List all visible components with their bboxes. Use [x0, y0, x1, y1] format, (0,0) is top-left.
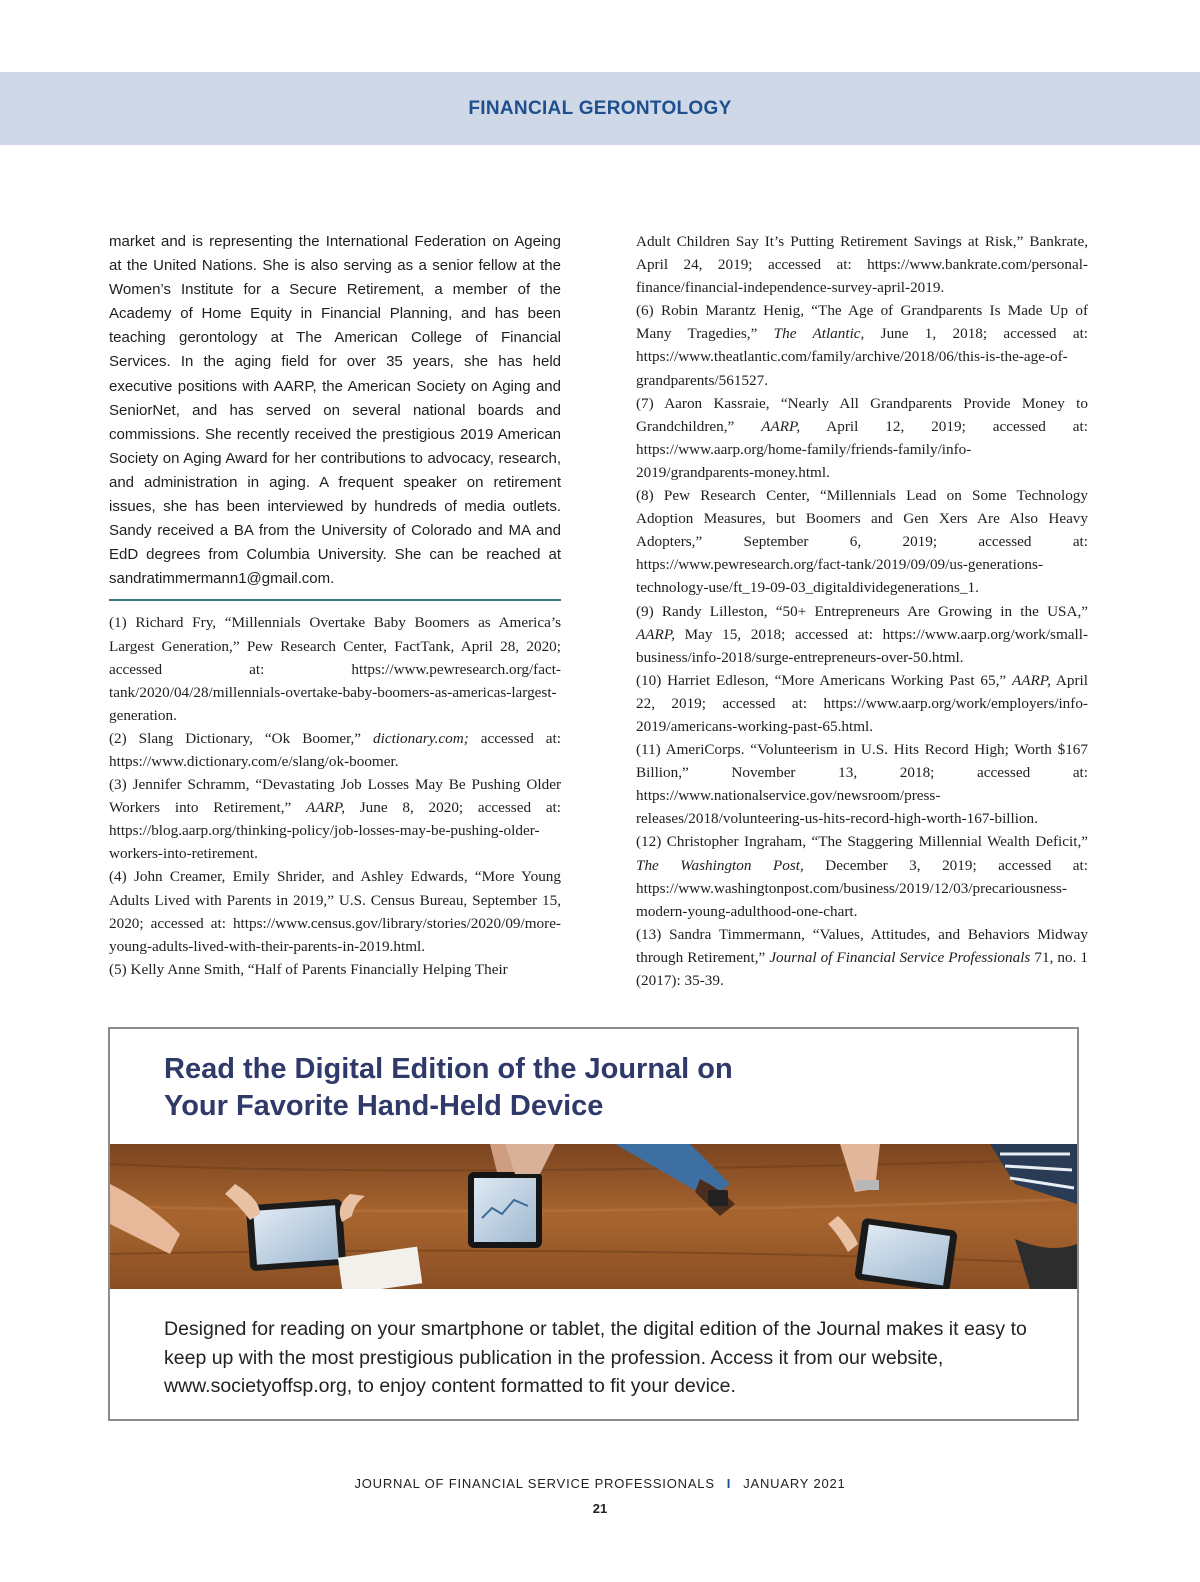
- reference-item: [109, 611, 561, 726]
- digital-edition-ad[interactable]: [108, 1027, 1079, 1421]
- reference-text: (5) Kelly Anne Smith, “Half of Parents Financially Helping Their: [109, 960, 508, 978]
- ad-title-line-1: Read the Digital Edition of the Journal on: [164, 1053, 733, 1085]
- reference-text: (12) Christopher Ingraham, “The Staggering Millennial Wealth Deficit,”: [636, 833, 1088, 851]
- references-right: [636, 230, 1088, 992]
- reference-source-italic: The Atlantic,: [773, 325, 865, 343]
- reference-text: (9) Randy Lilleston, “50+ Entrepreneurs Are Growing in the USA,”: [636, 602, 1088, 620]
- reference-text-tail: April 12, 2019; accessed at: https://www.aarp.org/home-family/friends-family/info-2019/grandparents-money.html.: [636, 417, 1088, 481]
- reference-text: (3) Jennifer Schramm, “Devastating Job Losses May Be Pushing Older Workers into Retirement,”: [109, 776, 561, 817]
- ad-body-text: Designed for reading on your smartphone or tablet, the digital edition of the Journal makes it easy to keep up with the most prestigious publication in the profession. Access it from our website, www.societyoffsp.org, to enjoy content formatted to fit your device.: [164, 1318, 1027, 1397]
- references-left: [109, 611, 561, 981]
- reference-text: (13) Sandra Timmermann, “Values, Attitudes, and Behaviors Midway through Retirement,”: [636, 925, 1088, 966]
- watch: [855, 1180, 879, 1190]
- ad-title-line-2: Your Favorite Hand-Held Device: [164, 1090, 604, 1122]
- reference-item: [109, 958, 561, 981]
- footer-date: JANUARY 2021: [743, 1476, 846, 1491]
- left-column: [109, 230, 561, 981]
- reference-source-italic: The Washington Post,: [636, 856, 804, 874]
- reference-text: (8) Pew Research Center, “Millennials Lead on Some Technology Adoption Measures, but Boomers and Gen Xers Are Also Heavy Adopters,” September 6, 2019; accessed at: https://www.pewresearch.org/fact-tank/2019/09/09/us-generations-technology-use/ft_19-09-03_digitaldividegenerations_1.: [636, 487, 1088, 597]
- reference-source-italic: Journal of Financial Service Professionals: [769, 948, 1031, 966]
- ad-title: [164, 1051, 733, 1125]
- reference-item: [636, 830, 1088, 922]
- page-number: 21: [592, 1501, 608, 1516]
- reference-source-italic: AARP,: [1011, 671, 1051, 689]
- reference-text-tail: June 1, 2018; accessed at: https://www.theatlantic.com/family/archive/2018/06/this-is-the-age-of-grandparents/561527.: [636, 325, 1089, 389]
- reference-text-tail: April 22, 2019; accessed at: https://www.aarp.org/work/employers/info-2019/americans-working-past-65.html.: [636, 671, 1088, 735]
- reference-item: [636, 738, 1088, 830]
- reference-text: (1) Richard Fry, “Millennials Overtake Baby Boomers as America’s Largest Generation,” Pew Research Center, FactTank, April 28, 2020; accessed at: https://www.pewresearch.org/fact-tank/2020/04/28/millennials-overtake-baby-boomers-as-americas-largest-generation.: [109, 614, 561, 724]
- reference-source-italic: AARP,: [306, 799, 345, 817]
- reference-item: [636, 484, 1088, 599]
- reference-text: Adult Children Say It’s Putting Retirement Savings at Risk,” Bankrate, April 24, 2019; accessed at: https://www.bankrate.com/personal-finance/financial-independence-survey-april-2019.: [636, 233, 1088, 297]
- reference-item: [109, 727, 561, 773]
- reference-text: (10) Harriet Edleson, “More Americans Working Past 65,”: [636, 671, 1012, 689]
- reference-text: (2) Slang Dictionary, “Ok Boomer,”: [109, 729, 374, 747]
- author-bio: market and is representing the International Federation on Ageing at the United Nations. She is also serving as a senior fellow at the Women’s Institute for a Secure Retirement, a member of the Academy of Home Equity in Financial Planning, and has been teaching gerontology at The American College of Financial Services. In the aging field for over 35 years, she has held executive positions with AARP, the American Society on Aging and SeniorNet, and has served on several national boards and commissions. She recently received the prestigious 2019 American Society on Aging Award for her contributions to advocacy, research, and administration in aging. A frequent speaker on retirement issues, she has been interviewed by hundreds of media outlets. Sandy received a BA from the University of Colorado and MA and EdD degrees from Columbia University. She can be reached at sandratimmermann1@gmail.com.: [109, 233, 561, 588]
- reference-item: [109, 773, 561, 865]
- reference-text: (11) AmeriCorps. “Volunteerism in U.S. Hits Record High; Worth $167 Billion,” November 13, 2018; accessed at: https://www.nationalservice.gov/newsroom/press-releases/2018/volunteering-us-hits-record-high-worth-167-billion.: [636, 741, 1088, 828]
- reference-source-italic: AARP,: [636, 625, 675, 643]
- right-column: [636, 230, 1088, 992]
- reference-item: [636, 600, 1088, 669]
- section-header-band: [0, 72, 1200, 145]
- footer-separator: I: [726, 1476, 732, 1491]
- reference-item: [636, 230, 1088, 299]
- reference-item: [109, 865, 561, 957]
- reference-item: [636, 669, 1088, 738]
- section-title: FINANCIAL GERONTOLOGY: [468, 97, 732, 119]
- reference-text-tail: accessed at: https://www.dictionary.com/e/slang/ok-boomer.: [109, 729, 561, 770]
- reference-text: (7) Aaron Kassraie, “Nearly All Grandparents Provide Money to Grandchildren,”: [636, 394, 1088, 435]
- reference-source-italic: dictionary.com;: [373, 729, 469, 747]
- reference-source-italic: AARP,: [761, 417, 801, 435]
- footer-journal-name: JOURNAL OF FINANCIAL SERVICE PROFESSIONALS: [354, 1476, 715, 1491]
- tablets-on-table-illustration: [110, 1144, 1077, 1289]
- reference-text-tail: December 3, 2019; accessed at: https://www.washingtonpost.com/business/2019/12/03/precariousness-modern-young-adulthood-one-chart.: [636, 856, 1088, 920]
- reference-text: (6) Robin Marantz Henig, “The Age of Grandparents Is Made Up of Many Tragedies,”: [636, 302, 1088, 343]
- reference-text-tail: May 15, 2018; accessed at: https://www.aarp.org/work/small-business/info-2018/surge-entrepreneurs-over-50.html.: [636, 625, 1088, 666]
- reference-text: (4) John Creamer, Emily Shrider, and Ashley Edwards, “More Young Adults Lived with Parents in 2019,” U.S. Census Bureau, September 15, 2020; accessed at: https://www.census.gov/library/stories/2020/09/more-young-adults-lived-with-their-parents-in-2019.html.: [109, 868, 561, 955]
- reference-item: [636, 923, 1088, 992]
- ad-photo-hands-with-tablets: [110, 1144, 1077, 1289]
- reference-text-tail: June 8, 2020; accessed at: https://blog.aarp.org/thinking-policy/job-losses-may-be-pushing-older-workers-into-retirement.: [109, 799, 562, 863]
- reference-item: [636, 392, 1088, 484]
- bio-divider: [109, 599, 561, 601]
- phone: [708, 1190, 728, 1206]
- running-footer: [0, 1476, 1200, 1491]
- reference-item: [636, 299, 1088, 391]
- reference-text-tail: 71, no. 1 (2017): 35-39.: [636, 948, 1089, 989]
